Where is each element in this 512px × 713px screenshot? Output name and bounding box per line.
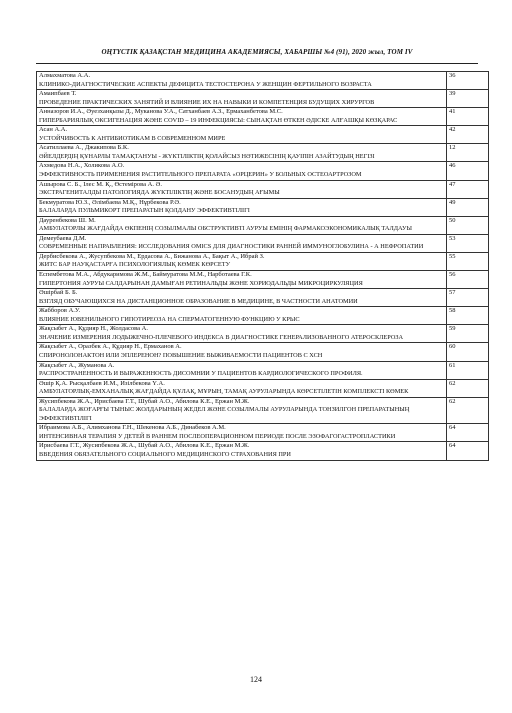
toc-row	[37, 343, 489, 361]
toc-row	[37, 198, 489, 216]
toc-row	[37, 90, 489, 108]
entry-page-number: 49	[447, 198, 489, 216]
toc-entry-cell	[37, 144, 447, 162]
toc-row	[37, 424, 489, 442]
entry-page-number: 64	[447, 424, 489, 442]
toc-row	[37, 379, 489, 397]
entry-authors: Асатиллаева А., Джакипова Б.К.	[39, 144, 129, 152]
toc-row	[37, 144, 489, 162]
entry-authors: Бекмуратова Ю.З., Әлімбаева М.Қ., Нұрбекова Р.Ә.	[39, 198, 181, 206]
entry-title: ВЗГЛЯД ОБУЧАЮЩИХСЯ НА ДИСТАНЦИОННОЕ ОБРАЗОВАНИЕ В МЕДИЦИНЕ, В ЧАСТНОСТИ АНАТОМИИ	[39, 297, 358, 305]
entry-title: ВВЕДЕНИЯ ОБЯЗАТЕЛЬНОГО СОЦИАЛЬНОГО МЕДИЦИНСКОГО СТРАХОВАНИЯ ПРИ	[39, 450, 291, 458]
entry-title: БАЛАЛАРДА ПУЛЬМИКОРТ ПРЕПАРАТЫН ҚОЛДАНУ ЭФФЕКТИВТІЛІГІ	[39, 207, 250, 215]
toc-row	[37, 72, 489, 90]
entry-page-number: 61	[447, 361, 489, 379]
entry-authors: Дербисбекова А., Жусупбекова М., Ердасова А., Бижанова А., Бақыт А., Ибрай З.	[39, 252, 265, 260]
entry-authors: Анназоров И.А., Әуезханқызы Д., Муканова У.А., Сатханбаев А.З., Ермаханбетова М.С.	[39, 108, 283, 116]
entry-page-number: 47	[447, 180, 489, 198]
entry-authors: Әшірбай Б. Б.	[39, 289, 78, 297]
entry-title: ИНТЕНСИВНАЯ ТЕРАПИЯ У ДЕТЕЙ В РАННЕМ ПОСЛЕОПЕРАЦИОННОМ ПЕРИОДЕ ПОСЛЕ ЭЗОФАГОГАСТРОПЛАСТИКИ	[39, 432, 396, 440]
entry-title: СПИРОНОЛОНАКТОН ИЛИ ЭПЛЕРЕНОН? ПОВЫШЕНИЕ ВЫЖИВАЕМОСТИ ПАЦИЕНТОВ С ХСН	[39, 351, 323, 359]
toc-entry-cell	[37, 180, 447, 198]
toc-row	[37, 289, 489, 307]
entry-page-number: 53	[447, 234, 489, 252]
entry-title: БАЛАЛАРДА ЖОҒАРҒЫ ТЫНЫС ЖОЛДАРЫНЫҢ ЖЕДЕЛ ЖӘНЕ СОЗЫЛМАЛЫ АУРУЛАРЫНДА ТОНЗИЛГОН ПРЕПАРАТЫНЫҢ ЭФФЕКТИВТІЛІГІ	[39, 406, 410, 422]
entry-authors: Асан А.А.	[39, 126, 68, 134]
toc-row	[37, 307, 489, 325]
entry-title: АМБУЛАТОРЛЫҚ-ЕМХАНАЛЫҚ ЖАҒДАЙДА ҚҰЛАҚ, МҰРЫН, ТАМАҚ АУРУЛАРЫНДА КӨРСЕТІЛЕТІН КОМПЛЕКСТІ КӨМЕК	[39, 388, 409, 396]
entry-page-number: 39	[447, 90, 489, 108]
entry-authors: Дауренбекова Ш. М.	[39, 216, 96, 224]
toc-entry-cell	[37, 90, 447, 108]
toc-row	[37, 397, 489, 424]
entry-page-number: 12	[447, 144, 489, 162]
entry-title: ГИПЕРБАРИЯЛЫҚ ОКСИГЕНАЦИЯ ЖӘНЕ COVID – 19 ИНФЕКЦИЯСЫ: СЫНАҚТАН ӨТКЕН ӘДІСКЕ АЛҒАШҚЫ КӨЗҚАРАС	[39, 116, 398, 124]
toc-row	[37, 252, 489, 270]
toc-row	[37, 234, 489, 252]
entry-page-number: 55	[447, 252, 489, 270]
entry-page-number: 57	[447, 289, 489, 307]
toc-body	[37, 72, 489, 461]
table-of-contents	[36, 71, 489, 461]
entry-title: ЖИТС БАР НАУҚАСТАРҒА ПСИХОЛОГИЯЛЫҚ КӨМЕК КӨРСЕТУ	[39, 261, 231, 269]
entry-authors: Ибраимова А.Б., Алимханова Г.Н., Шекенова А.Б., Динабеков А.М.	[39, 424, 226, 432]
header-divider	[36, 63, 478, 64]
entry-page-number: 62	[447, 379, 489, 397]
entry-authors: Амаипбаев Т.	[39, 90, 77, 98]
entry-authors: Жусипбекова Ж.А., Ирисбаева Г.Т., Шубай А.О., Абилова К.Е., Ержан М.Ж.	[39, 397, 250, 405]
toc-entry-cell	[37, 234, 447, 252]
toc-entry-cell	[37, 424, 447, 442]
toc-entry-cell	[37, 108, 447, 126]
entry-page-number: 36	[447, 72, 489, 90]
entry-title: ГИПЕРТОНИЯ АУРУЫ САЛДАРЫНАН ДАМЫҒАН РЕТИНАЛЬДЫ ЖӘНЕ ХОРИОДАЛЬДЫ МИКРОЦИРКУЛЯЦИЯ	[39, 279, 363, 287]
entry-page-number: 41	[447, 108, 489, 126]
entry-title: ЭФФЕКТИВНОСТЬ ПРИМЕНЕНИЯ РАСТИТЕЛЬНОГО ПРЕПАРАТА «ОРЦЕРИН» У БОЛЬНЫХ ОСТЕОАРТРОЗОМ	[39, 171, 362, 179]
entry-page-number: 60	[447, 343, 489, 361]
toc-row	[37, 162, 489, 180]
entry-page-number: 50	[447, 216, 489, 234]
toc-entry-cell	[37, 289, 447, 307]
entry-authors: Жақсыбет А., Жуманова А.	[39, 361, 115, 369]
toc-row	[37, 271, 489, 289]
entry-title: ВЛИЯНИЕ ЮВЕНИЛЬНОГО ГИПОТИРЕОЗА НА СПЕРМАТОГЕННУЮ ФУНКЦИЮ У КРЫС	[39, 315, 300, 323]
toc-row	[37, 216, 489, 234]
entry-title: РАСПРОСТРАНЕННОСТЬ И ВЫРАЖЕННОСТЬ ДИСОМНИИ У ПАЦИЕНТОВ КАРДИОЛОГИЧЕСКОГО ПРОФИЛЯ.	[39, 370, 363, 378]
entry-page-number: 46	[447, 162, 489, 180]
entry-authors: Еспембетова М.А., Абдукаримова Ж.М., Баймуратова М.М., Нарботаева Г.К.	[39, 271, 252, 279]
entry-title: ӘЙЕЛДЕРДІҢ ҚҰНАРЛЫ ТАМАҚТАНУЫ - ЖҮКТІЛІКТІҢ ҚОЛАЙСЫЗ НӘТИЖЕСІНІҢ ҚАУІПІН АЗАЙТУДЫҢ НЕГІЗІ	[39, 152, 375, 160]
page-number: 124	[250, 675, 262, 684]
entry-page-number: 59	[447, 325, 489, 343]
journal-header: ОҢТҮСТІК ҚАЗАҚСТАН МЕДИЦИНА АКАДЕМИЯСЫ, ХАБАРШЫ №4 (91), 2020 жыл, ТОМ IV	[101, 48, 413, 56]
toc-entry-cell	[37, 72, 447, 90]
toc-row	[37, 126, 489, 144]
toc-entry-cell	[37, 442, 447, 460]
entry-page-number: 64	[447, 442, 489, 460]
entry-title: ЭКСТРАГЕНИТАЛДЫ ПАТОЛОГИЯДА ЖҮКТІЛІКТІҢ ЖӘНЕ БОСАНУДЫҢ АҒЫМЫ	[39, 189, 280, 197]
entry-page-number: 56	[447, 271, 489, 289]
entry-page-number: 62	[447, 397, 489, 424]
toc-entry-cell	[37, 162, 447, 180]
entry-title: УСТОЙЧИВОСТЬ К АНТИБИОТИКАМ В СОВРЕМЕННОМ МИРЕ	[39, 134, 226, 142]
toc-row	[37, 442, 489, 460]
toc-row	[37, 361, 489, 379]
entry-title: ПРОВЕДЕНИЕ ПРАКТИЧЕСКИХ ЗАНЯТИЙ И ВЛИЯНИЕ ИХ НА НАВЫКИ И КОМПЕТЕНЦИЯ БУДУЩИХ ХИРУРГОВ	[39, 98, 375, 106]
toc-entry-cell	[37, 216, 447, 234]
toc-entry-cell	[37, 126, 447, 144]
toc-entry-cell	[37, 379, 447, 397]
entry-authors: Жақсыбет А., Оразбек А., Құдияр Н., Ермаханов А.	[39, 343, 182, 351]
entry-title: АМБУЛАТОРЛЫ ЖАҒДАЙДА ӨКПЕНІҢ СОЗЫЛМАЛЫ ОБСТРУКТИВТІ АУРУЫ ЕМІНІҢ ФАРМАКОЭКОНОМИКАЛЫҚ ТАЛДАУЫ	[39, 225, 412, 233]
toc-entry-cell	[37, 252, 447, 270]
entry-authors: Жақсыбет А., Құдияр Н., Жолдасова А.	[39, 325, 148, 333]
entry-authors: Әшір Қ.А. Рысқалбаев И.М., Изілбекова Ү.А.	[39, 379, 165, 387]
toc-entry-cell	[37, 361, 447, 379]
entry-title: СОВРЕМЕННЫЕ НАПРАВЛЕНИЯ: ИССЛЕДОВАНИЯ OMICS ДЛЯ ДИАГНОСТИКИ РАННЕЙ ИММУНОГЛОБУЛИНА - А НЕФРОПАТИИ	[39, 243, 424, 251]
entry-authors: Ахмедова Н.А., Холикова А.О.	[39, 162, 125, 170]
toc-entry-cell	[37, 397, 447, 424]
entry-page-number: 58	[447, 307, 489, 325]
entry-authors: Демеубаева Д.М.	[39, 234, 87, 242]
entry-title: ЗНАЧЕНИЕ ИЗМЕРЕНИЯ ЛОДЫЖЕЧНО-ПЛЕЧЕВОГО ИНДЕКСА В ДИАГНОСТИКЕ ГЕНЕРАЛИЗОВАННОГО АТЕРОСКЛЕРОЗА	[39, 333, 404, 341]
entry-authors: Жабборов А.У.	[39, 307, 81, 315]
toc-row	[37, 180, 489, 198]
entry-page-number: 42	[447, 126, 489, 144]
entry-authors: Ашырова С. Б., Ілес М. Қ., Өстемірова А. Ә.	[39, 180, 162, 188]
toc-entry-cell	[37, 198, 447, 216]
entry-title: КЛИНИКО-ДИАГНОСТИЧЕСКИЕ АСПЕКТЫ ДЕФИЦИТА ТЕСТОСТЕРОНА У ЖЕНЩИН ФЕРТИЛЬНОГО ВОЗРАСТА	[39, 80, 372, 88]
toc-entry-cell	[37, 307, 447, 325]
entry-authors: Алмахматова А.А.	[39, 72, 91, 79]
toc-entry-cell	[37, 271, 447, 289]
toc-row	[37, 108, 489, 126]
entry-authors: Ирисбаева Г.Т., Жусипбекова Ж.А., Шубай А.О., Абилова К.Е., Ержан М.Ж.	[39, 442, 250, 450]
toc-row	[37, 325, 489, 343]
toc-entry-cell	[37, 325, 447, 343]
toc-entry-cell	[37, 343, 447, 361]
